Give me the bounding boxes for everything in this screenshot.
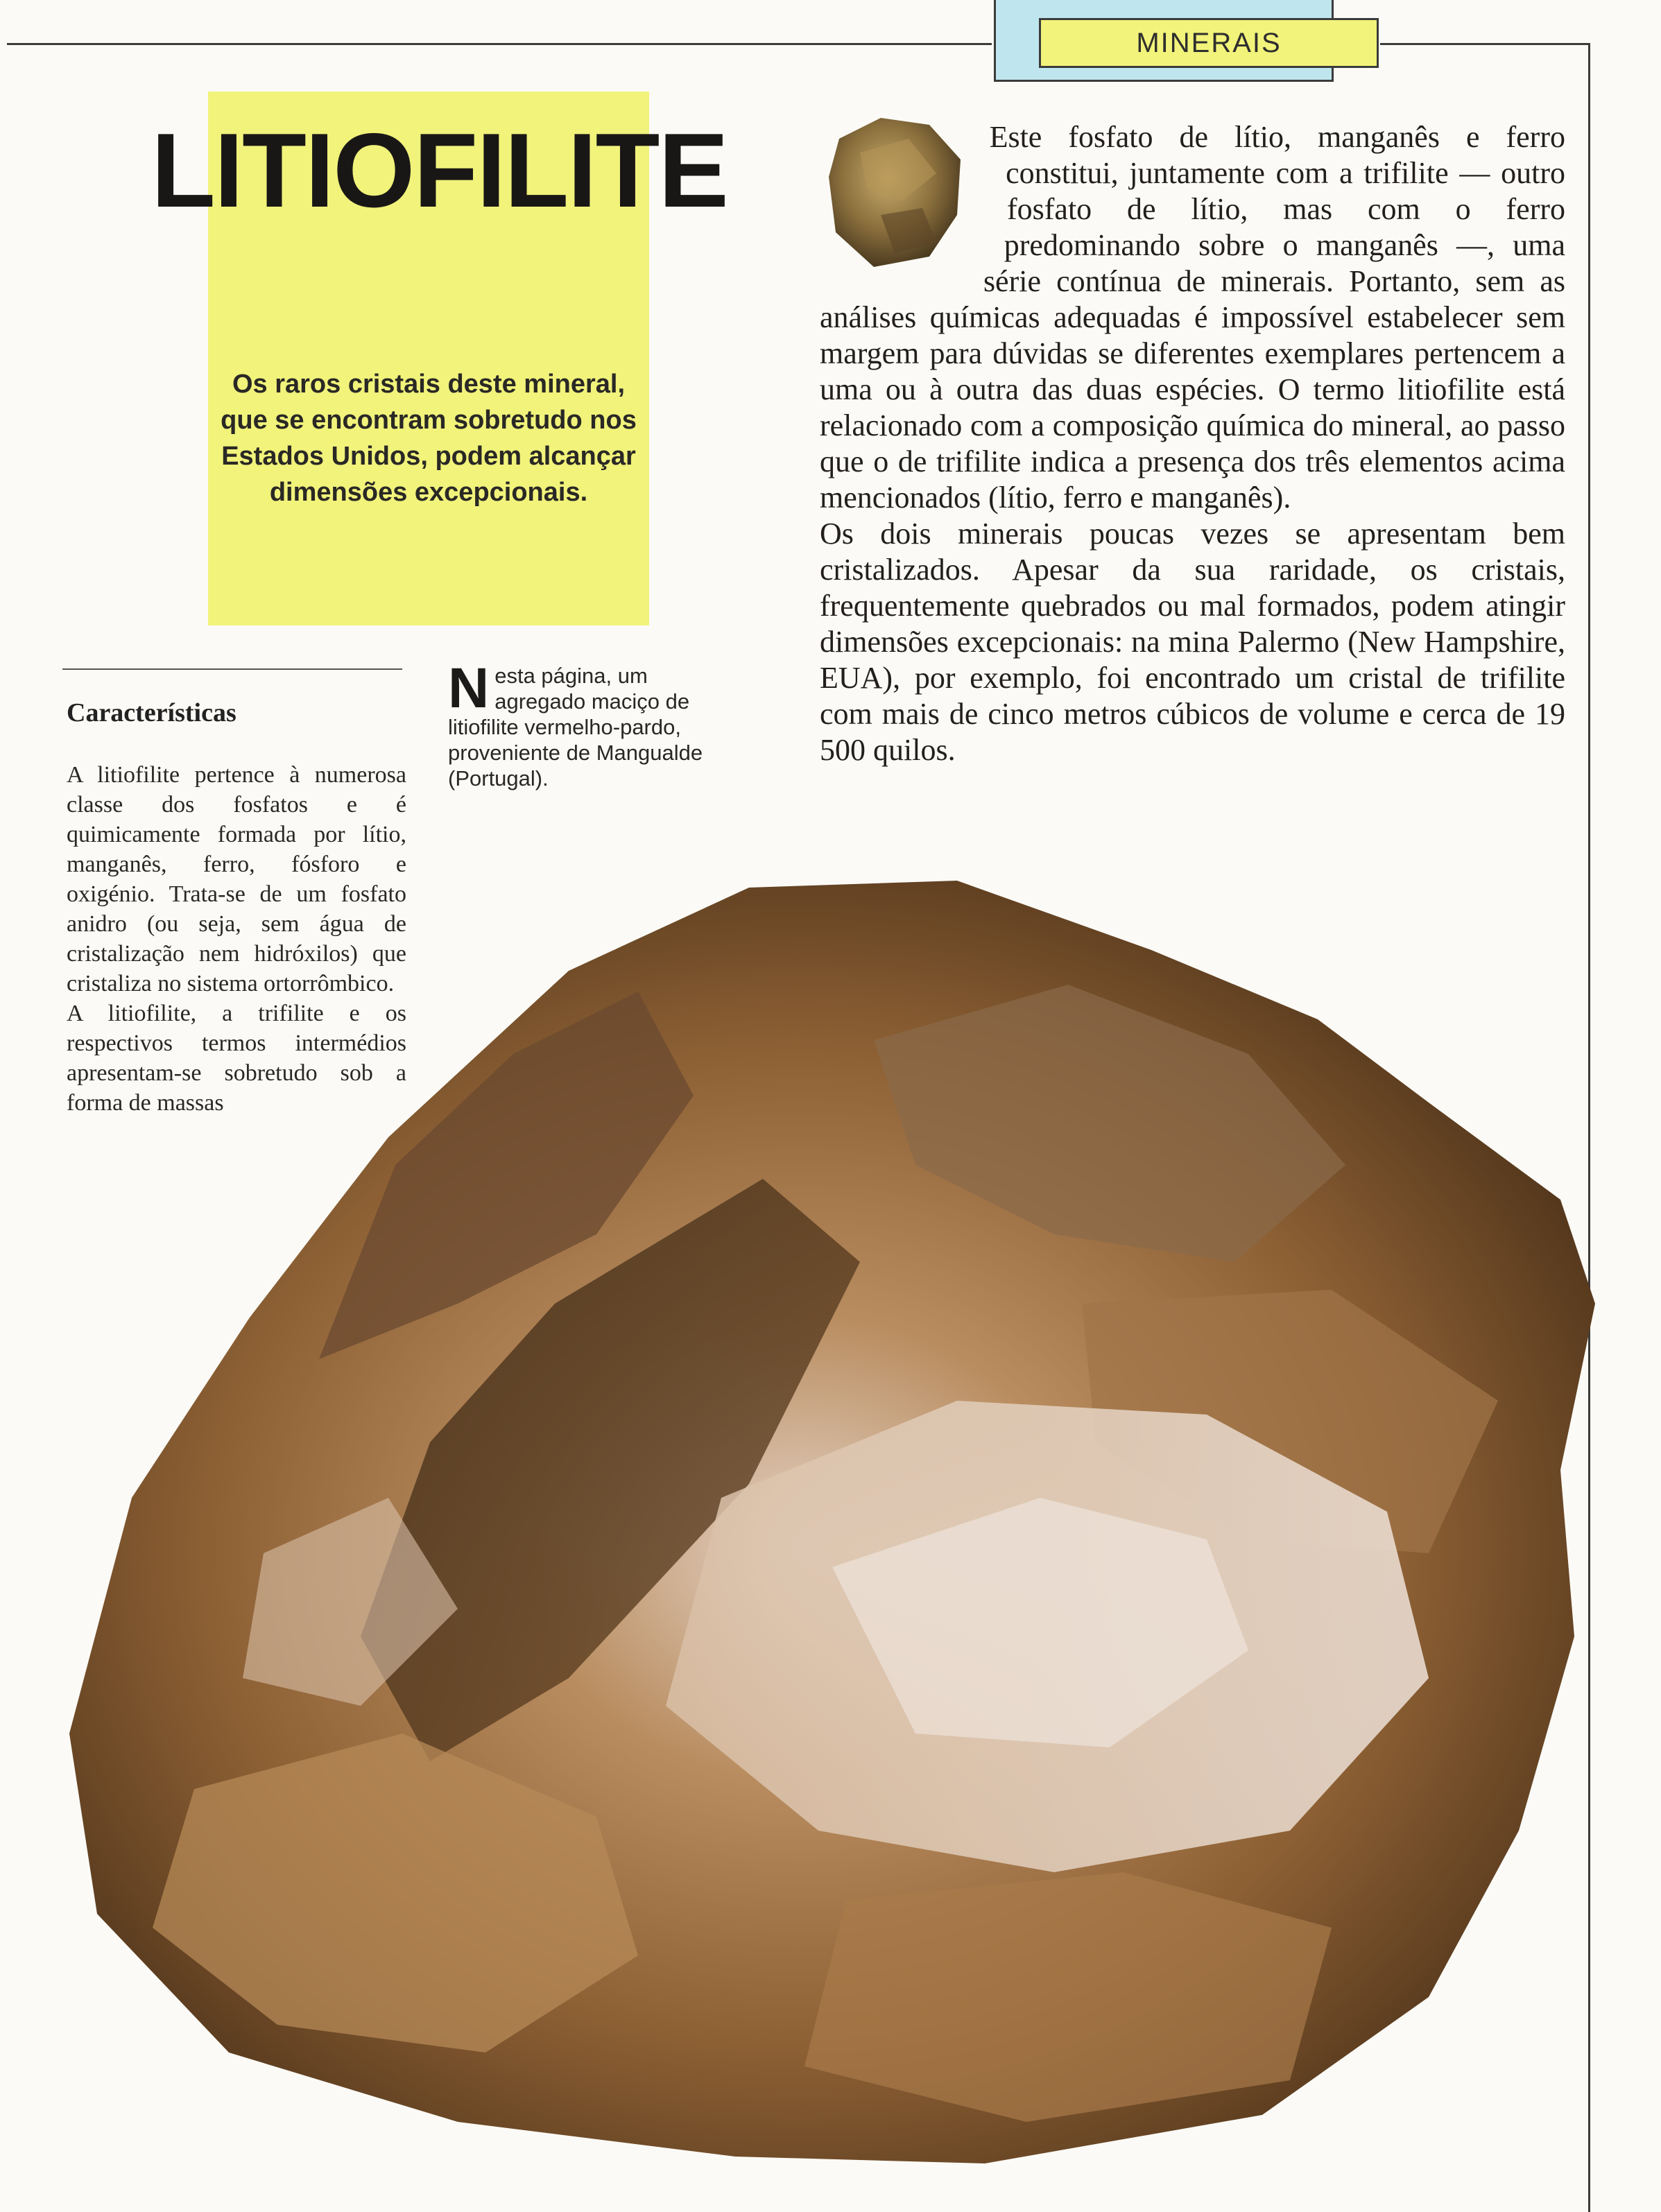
text-wrap-spacer (820, 119, 1007, 293)
section-tab: MINERAIS (1039, 18, 1379, 68)
article-paragraph: Este fosfato de lítio, manganês e ferro constitui, juntamente com a trifilite — outro fosfato de lítio, mas com o ferro predominando sobre o manganês —, uma série contínua de minerais. Portanto, sem as análises químicas adequadas é impossível estabelecer sem margem para dúvidas se diferentes exemplares pertencem a uma ou à outra das duas espécies. O termo litiofilite está relacionado com a composição química do mineral, ao passo que o de trifilite indica a presença dos três elementos acima mencionados (lítio, ferro e manganês). (820, 120, 1565, 515)
page-title: LITIOFILITE (151, 112, 728, 230)
lead-text: Os raros cristais deste mineral, que se encontram sobretudo nos Estados Unidos, podem alcançar dimensões excepcionais. (221, 370, 637, 507)
characteristics-heading: Características (67, 698, 236, 727)
characteristics-paragraph: A litiofilite, a trifilite e os respectivos termos intermédios apresentam-se sobretudo sob a forma de massas (67, 1001, 406, 1116)
article-paragraph: Os dois minerais poucas vezes se apresentam bem cristalizados. Apesar da sua raridade, os cristais, frequentemente quebrados ou mal formados, podem atingir dimensões excepcionais: na mina Palermo (New Hampshire, EUA), por exemplo, foi encontrado um cristal de trifilite com mais de cinco metros cúbicos de volume e cerca de 19 500 quilos. (820, 517, 1565, 767)
caption-text: esta página, um agregado maciço de litiofilite vermelho-pardo, proveniente de Mangualde (Portugal). (448, 664, 703, 790)
frame-top-right-line (1380, 43, 1590, 45)
characteristics-paragraph: A litiofilite pertence à numerosa classe dos fosfatos e é quimicamente formada por lítio, manganês, ferro, fósforo e oxigénio. Trata-se de um fosfato anidro (ou seja, sem água de cristalização nem hidróxilos) que cristaliza no sistema ortorrômbico. (67, 762, 406, 996)
photo-caption (448, 657, 705, 791)
main-article-text (820, 119, 1565, 768)
frame-top-line (7, 43, 992, 45)
lithiophilite-specimen-image (69, 874, 1637, 2191)
column-divider (62, 668, 402, 670)
caption-dropcap: N (448, 657, 490, 720)
